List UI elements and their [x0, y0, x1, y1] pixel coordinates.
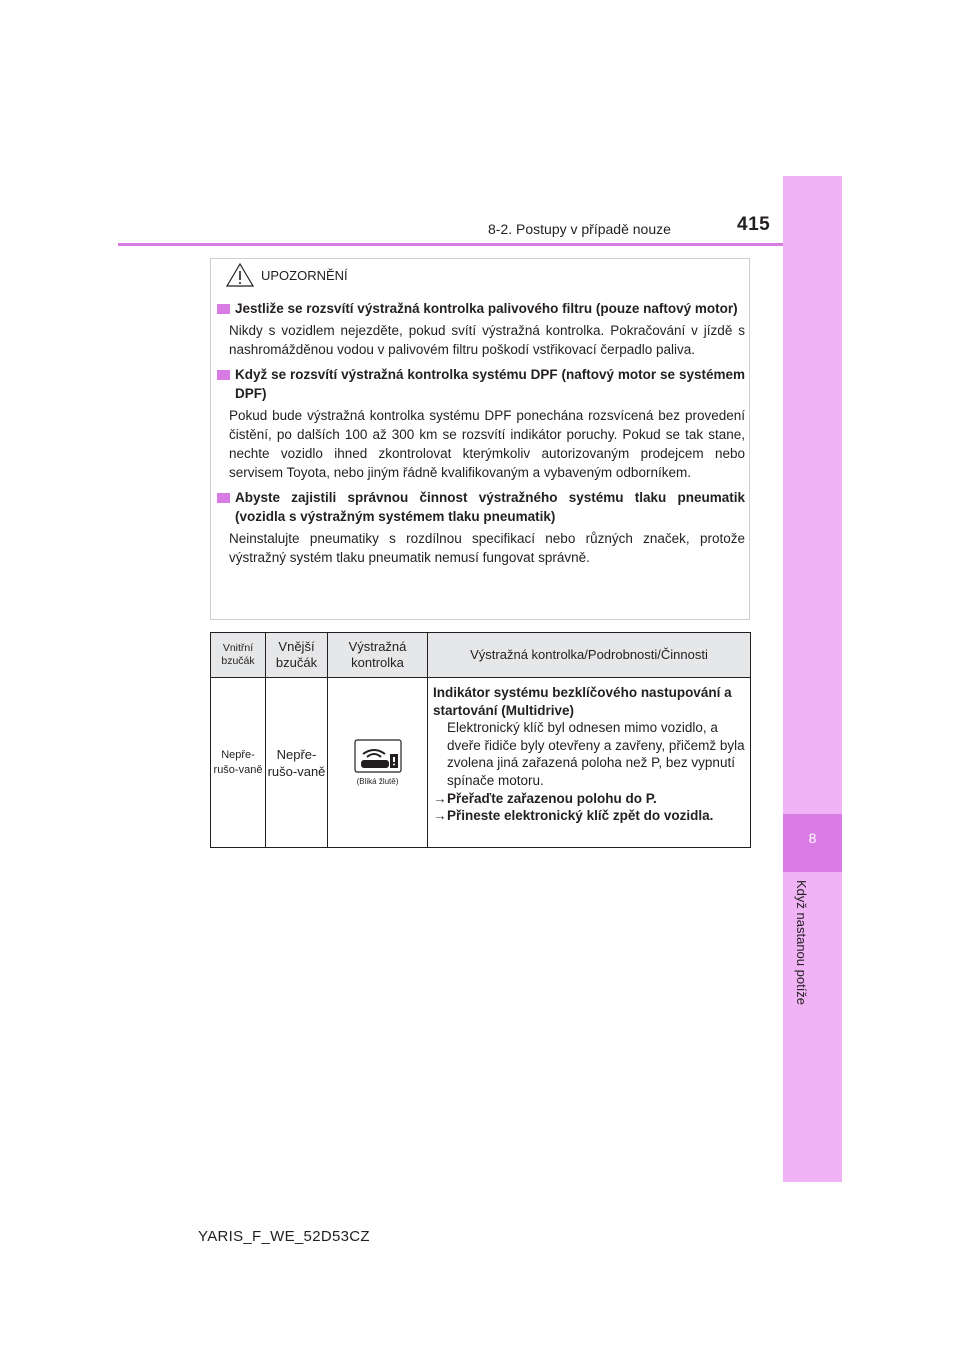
caution-item	[217, 365, 745, 482]
arrow-icon: →	[433, 808, 447, 824]
header-internal-buzzer: Vnitřní bzučák	[211, 633, 266, 678]
caution-box	[210, 258, 750, 620]
caution-list	[217, 299, 745, 573]
section-title: 8-2. Postupy v případě nouze	[488, 221, 671, 237]
caution-item-body: Neinstalujte pneumatiky s rozdílnou specifikací nebo různých značek, protože výstražný systém tlaku pneumatik nemusí fungovat správně.	[229, 531, 745, 565]
action-text: Přeřaďte zařazenou polohu do P.	[447, 790, 657, 806]
action-item	[433, 790, 746, 808]
cell-warning-light	[328, 678, 428, 848]
table-row	[211, 678, 751, 848]
cell-details	[428, 678, 751, 848]
smart-key-warning-icon	[354, 739, 402, 773]
arrow-icon: →	[433, 790, 447, 806]
detail-body: Elektronický klíč byl odnesen mimo vozidlo, a dveře řidiče byly otevřeny a zavřeny, přičemž byla zvolena jiná zařazená poloha než P, bez vypnutí spínače motoru.	[447, 720, 745, 788]
caution-header	[225, 261, 348, 289]
cell-internal-buzzer: Nepře-rušo-vaně	[211, 678, 266, 848]
header-external-buzzer: Vnější bzučák	[266, 633, 328, 678]
page-number: 415	[737, 214, 771, 235]
action-text: Přineste elektronický klíč zpět do vozidla.	[447, 808, 714, 824]
caution-item-body: Pokud bude výstražná kontrolka systému DPF ponechána rozsvícená bez provedení čistění, po dalších 100 až 300 km se rozsvítí indikátor poruchy. Pokud se tak stane, nechte vozidlo ihned zkontrolovat kterýmkoliv autorizovaným prodejcem nebo servisem Toyota, nebo jiným řádně kvalifikovaným a vybaveným odborníkem.	[229, 408, 745, 480]
icon-caption: (Bliká žlutě)	[356, 777, 399, 786]
chapter-title: Když nastanou potíže	[794, 880, 809, 1006]
square-bullet-icon	[217, 493, 230, 503]
header-details: Výstražná kontrolka/Podrobnosti/Činnosti	[428, 633, 751, 678]
table-header-row	[211, 633, 751, 678]
caution-item-title: Abyste zajistili správnou činnost výstražného systému tlaku pneumatik (vozidla s výstražným systémem tlaku pneumatik)	[235, 490, 745, 524]
chapter-side-tab	[783, 176, 842, 1182]
caution-item-body: Nikdy s vozidlem nejezděte, pokud svítí výstražná kontrolka. Pokračování v jízdě s nashromážděnou vodou v palivovém filtru poškodí vstřikovací čerpadlo paliva.	[229, 323, 745, 357]
caution-item	[217, 299, 745, 359]
caution-item-title: Když se rozsvítí výstražná kontrolka systému DPF (naftový motor se systémem DPF)	[235, 367, 745, 401]
action-item	[433, 807, 746, 825]
warning-triangle-icon	[225, 262, 255, 288]
footer-code: YARIS_F_WE_52D53CZ	[198, 1228, 370, 1245]
warning-table	[210, 632, 751, 848]
square-bullet-icon	[217, 370, 230, 380]
chapter-number: 8	[808, 830, 817, 846]
header-warning-light: Výstražná kontrolka	[328, 633, 428, 678]
caution-item	[217, 488, 745, 567]
header-rule	[118, 243, 783, 246]
square-bullet-icon	[217, 304, 230, 314]
detail-title: Indikátor systému bezklíčového nastupování a startování (Multidrive)	[433, 685, 732, 718]
caution-title: UPOZORNĚNÍ	[261, 267, 348, 283]
cell-external-buzzer: Nepře-rušo-vaně	[266, 678, 328, 848]
caution-item-title: Jestliže se rozsvítí výstražná kontrolka palivového filtru (pouze naftový motor)	[235, 301, 738, 316]
